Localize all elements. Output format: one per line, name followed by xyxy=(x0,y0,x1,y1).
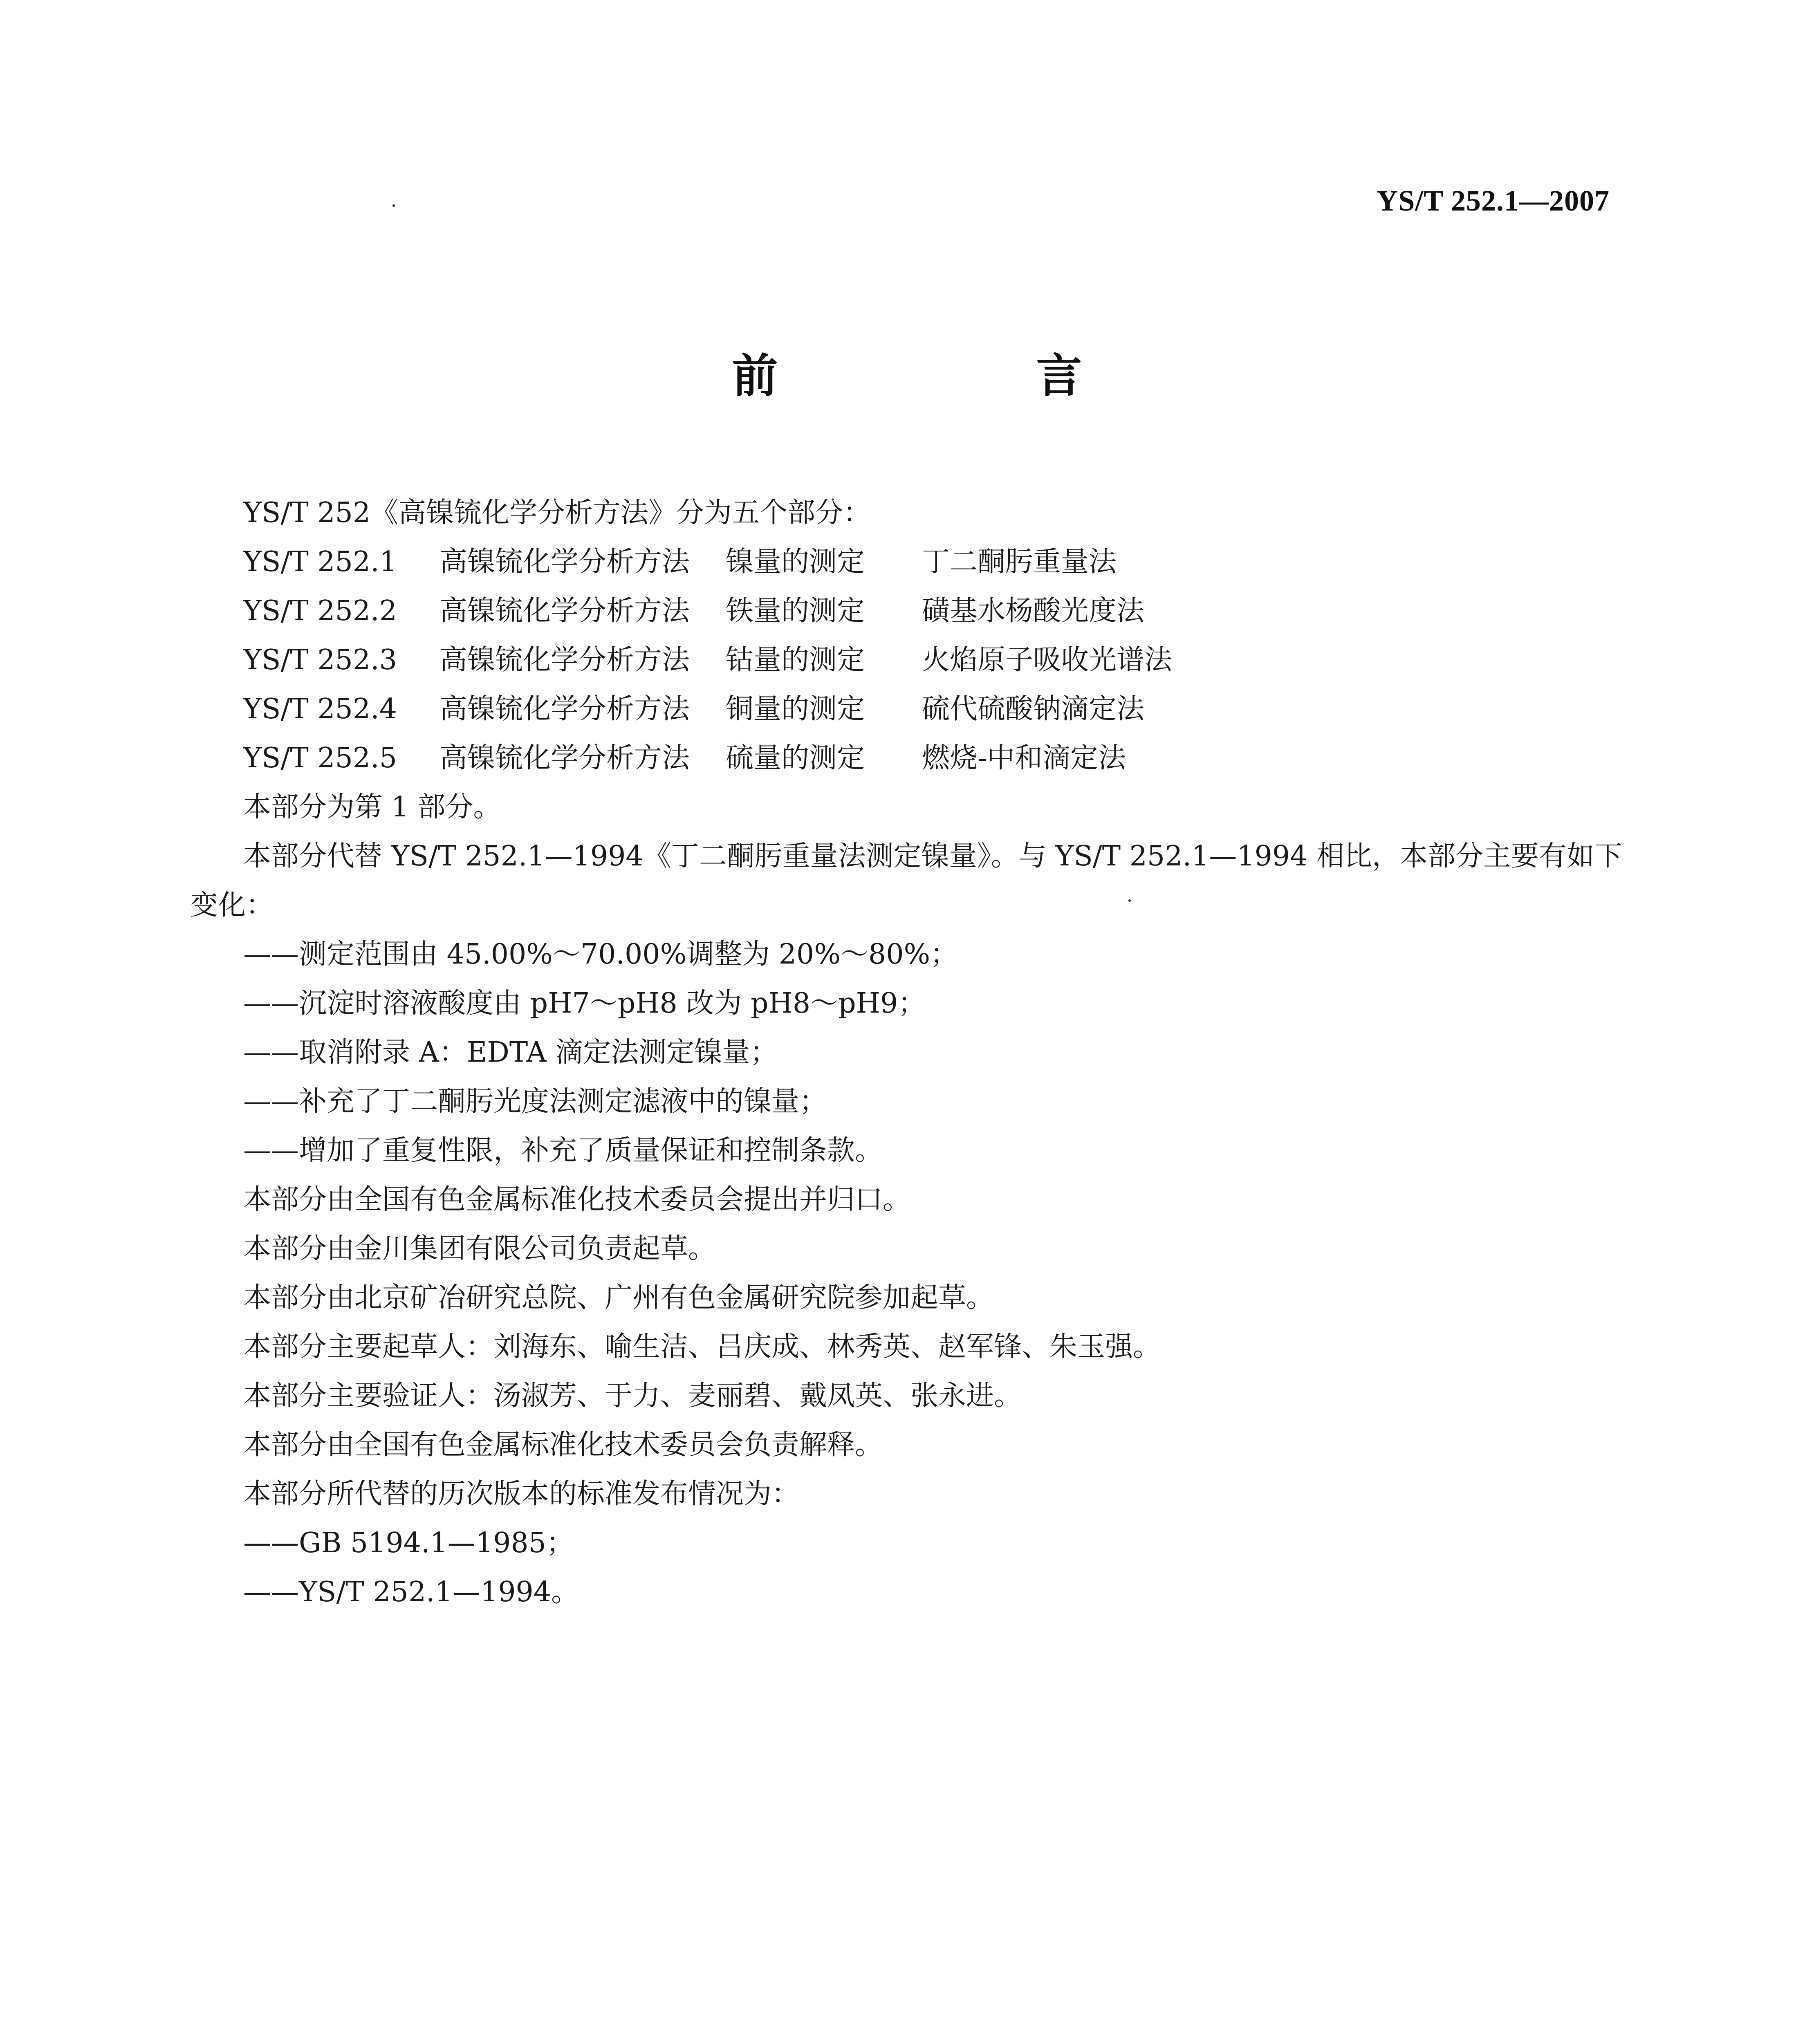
scan-speck xyxy=(392,204,395,207)
replace-statement: 本部分代替 YS/T 252.1—1994《丁二酮肟重量法测定镍量》。与 YS/T 252.1—1994 相比，本部分主要有如下变化： xyxy=(190,840,1623,921)
intro-line: YS/T 252《高镍锍化学分析方法》分为五个部分： xyxy=(243,497,871,529)
part-technique: 丁二酮肟重量法 xyxy=(922,546,1117,578)
part-technique: 燃烧-中和滴定法 xyxy=(922,742,1126,774)
replace-statement-paragraph xyxy=(190,832,1629,930)
statement-line: 本部分由北京矿冶研究总院、广州有色金属研究院参加起草。 xyxy=(243,1282,994,1314)
part-method: 高镍锍化学分析方法 xyxy=(439,742,690,774)
history-item: ——GB 5194.1—1985； xyxy=(243,1527,574,1559)
part-element: 铁量的测定 xyxy=(726,595,865,627)
part-element: 钴量的测定 xyxy=(726,644,865,676)
part-code: YS/T 252.5 xyxy=(243,742,397,774)
page-title: 前 言 xyxy=(732,350,1188,403)
statement-line: 本部分由金川集团有限公司负责起草。 xyxy=(243,1233,716,1265)
statement-line: 本部分由全国有色金属标准化技术委员会提出并归口。 xyxy=(243,1183,911,1216)
change-item: ——测定范围由 45.00%～70.00%调整为 20%～80%； xyxy=(243,938,958,970)
change-item: ——补充了丁二酮肟光度法测定滤液中的镍量； xyxy=(243,1085,827,1118)
part-row xyxy=(190,538,1629,587)
change-item: ——增加了重复性限，补充了质量保证和控制条款。 xyxy=(243,1134,883,1167)
part-method: 高镍锍化学分析方法 xyxy=(439,546,690,578)
part-row xyxy=(190,685,1629,734)
part-code: YS/T 252.2 xyxy=(243,595,397,627)
part-row xyxy=(190,734,1629,783)
part-code: YS/T 252.1 xyxy=(243,546,397,578)
statement-line: 本部分主要起草人：刘海东、喻生洁、吕庆成、林秀英、赵军锋、朱玉强。 xyxy=(243,1331,1161,1363)
part-row xyxy=(190,587,1629,636)
part-code: YS/T 252.3 xyxy=(243,644,397,676)
part-element: 铜量的测定 xyxy=(726,693,865,725)
part-method: 高镍锍化学分析方法 xyxy=(439,644,690,676)
statement-line: 本部分主要验证人：汤淑芳、于力、麦丽碧、戴凤英、张永进。 xyxy=(243,1380,1022,1412)
part-technique: 磺基水杨酸光度法 xyxy=(922,595,1145,627)
part-method: 高镍锍化学分析方法 xyxy=(439,595,690,627)
part-code: YS/T 252.4 xyxy=(243,693,397,725)
part-technique: 火焰原子吸收光谱法 xyxy=(922,644,1173,676)
change-item: ——取消附录 A：EDTA 滴定法测定镍量； xyxy=(243,1036,778,1069)
part-element: 镍量的测定 xyxy=(726,546,865,578)
part-element: 硫量的测定 xyxy=(726,742,865,774)
change-item: ——沉淀时溶液酸度由 pH7～pH8 改为 pH8～pH9； xyxy=(243,987,926,1020)
part-method: 高镍锍化学分析方法 xyxy=(439,693,690,725)
statement-line: 本部分由全国有色金属标准化技术委员会负责解释。 xyxy=(243,1429,883,1461)
foreword-body xyxy=(190,489,1629,1617)
history-item: ——YS/T 252.1—1994。 xyxy=(243,1576,579,1608)
standard-code: YS/T 252.1—2007 xyxy=(1377,184,1610,217)
scan-speck xyxy=(1128,899,1131,902)
part-row xyxy=(190,636,1629,685)
part-note: 本部分为第 1 部分。 xyxy=(243,791,501,823)
part-technique: 硫代硫酸钠滴定法 xyxy=(922,693,1145,725)
statement-line: 本部分所代替的历次版本的标准发布情况为： xyxy=(243,1478,800,1510)
